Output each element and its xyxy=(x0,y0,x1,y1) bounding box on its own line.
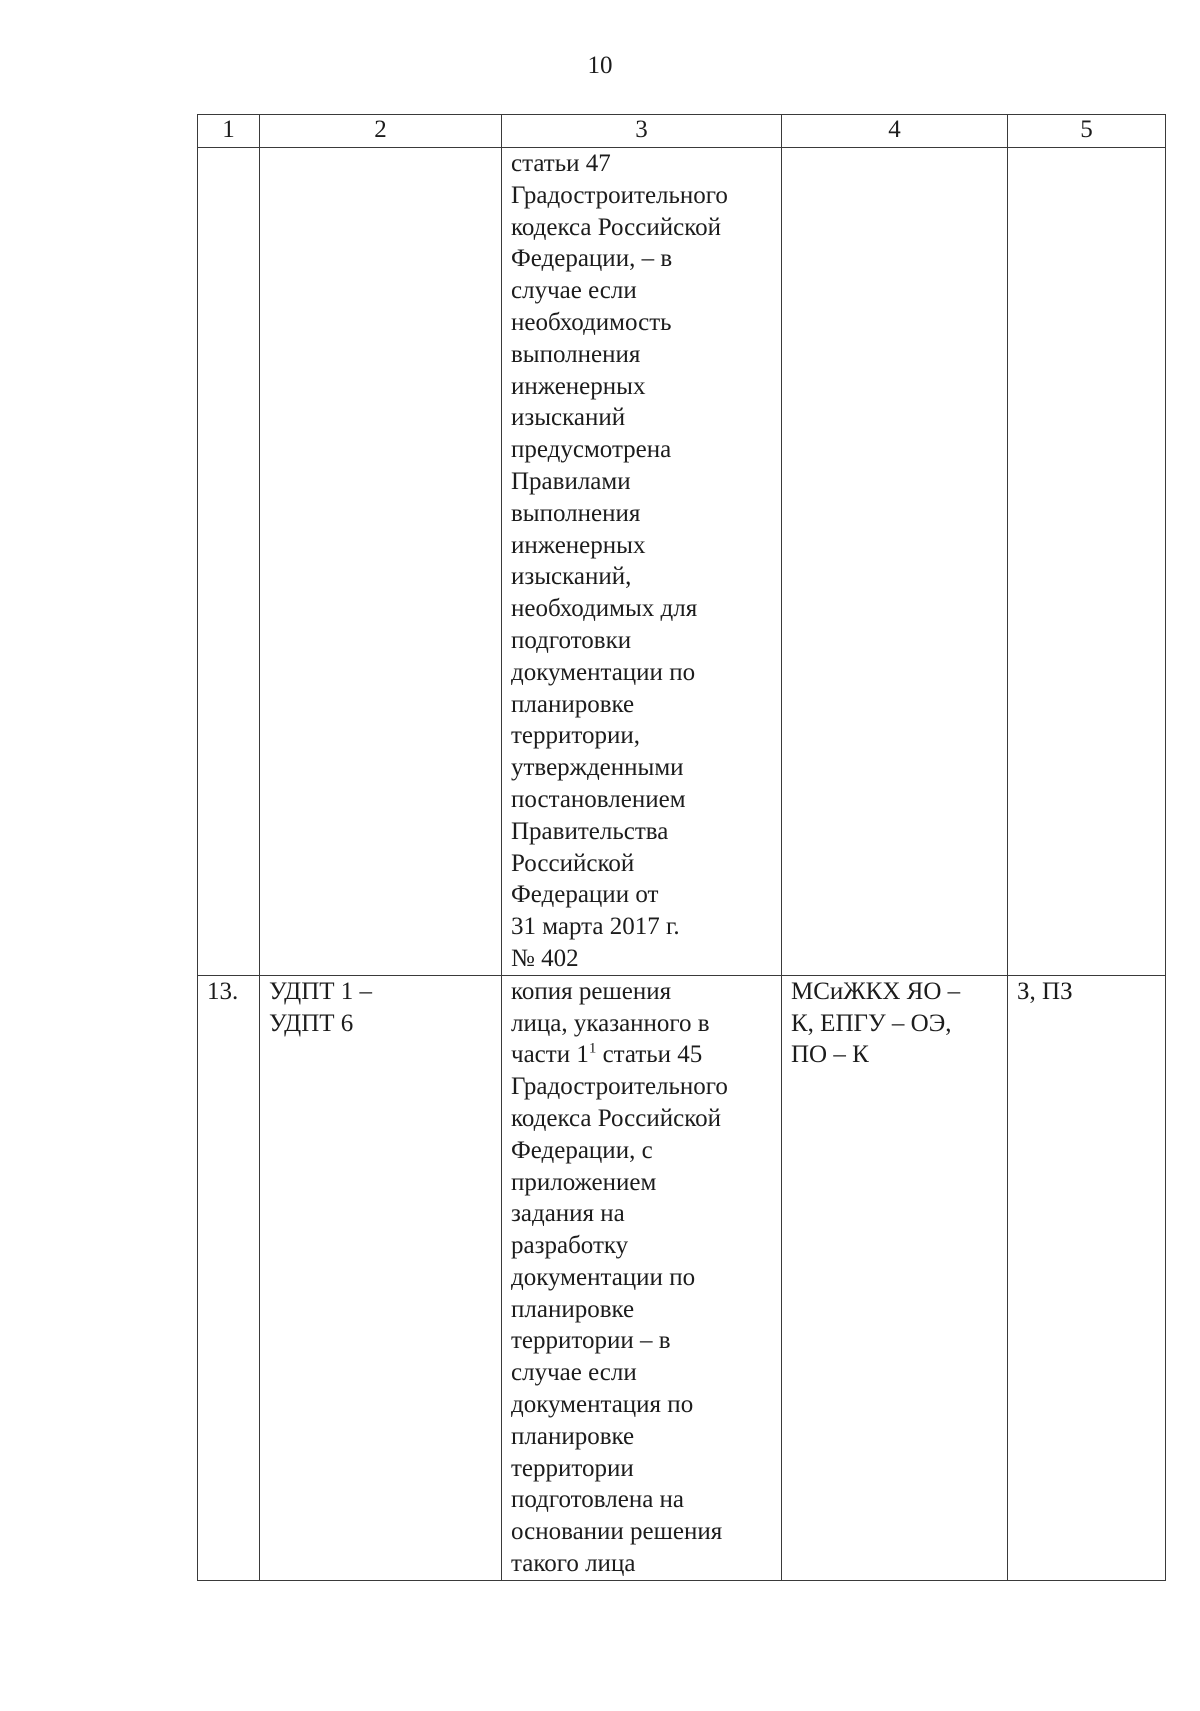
cell-source: МСиЖКХ ЯО – К, ЕПГУ – ОЭ, ПО – К xyxy=(782,975,1008,1580)
cell-document-code: УДПТ 1 – УДПТ 6 xyxy=(260,975,502,1580)
cell-document-description xyxy=(502,975,782,1580)
cell-type xyxy=(1008,148,1166,976)
column-header-1: 1 xyxy=(198,115,260,148)
cell-number xyxy=(198,148,260,976)
column-header-2: 2 xyxy=(260,115,502,148)
description-text-end: статьи 45 Градостроительного кодекса Российской Федерации, с приложением задания на разработку документации по планировке территории – в случае если документация по планировке территории подготовлена на основании решения такого лица xyxy=(511,1041,728,1578)
description-text-start: копия решения лица, указанного в части 1 xyxy=(511,977,710,1069)
cell-number: 13. xyxy=(198,975,260,1580)
superscript-index: 1 xyxy=(588,1040,597,1057)
column-header-5: 5 xyxy=(1008,115,1166,148)
column-header-4: 4 xyxy=(782,115,1008,148)
cell-document-description: статьи 47 Градостроительного кодекса Российской Федерации, – в случае если необходимость выполнения инженерных изысканий предусмотрена Правилами выполнения инженерных изысканий, необходимых для подготовки документации по планировке территории, утвержденными постановлением Правительства Российской Федерации от 31 марта 2017 г. № 402 xyxy=(502,148,782,976)
document-table xyxy=(197,114,1166,1581)
table-row-13 xyxy=(198,975,1166,1580)
cell-type: З, ПЗ xyxy=(1008,975,1166,1580)
header-row xyxy=(198,115,1166,148)
page-number: 10 xyxy=(587,52,613,79)
column-header-3: 3 xyxy=(502,115,782,148)
table-row-continued xyxy=(198,148,1166,976)
cell-document-code xyxy=(260,148,502,976)
cell-source xyxy=(782,148,1008,976)
